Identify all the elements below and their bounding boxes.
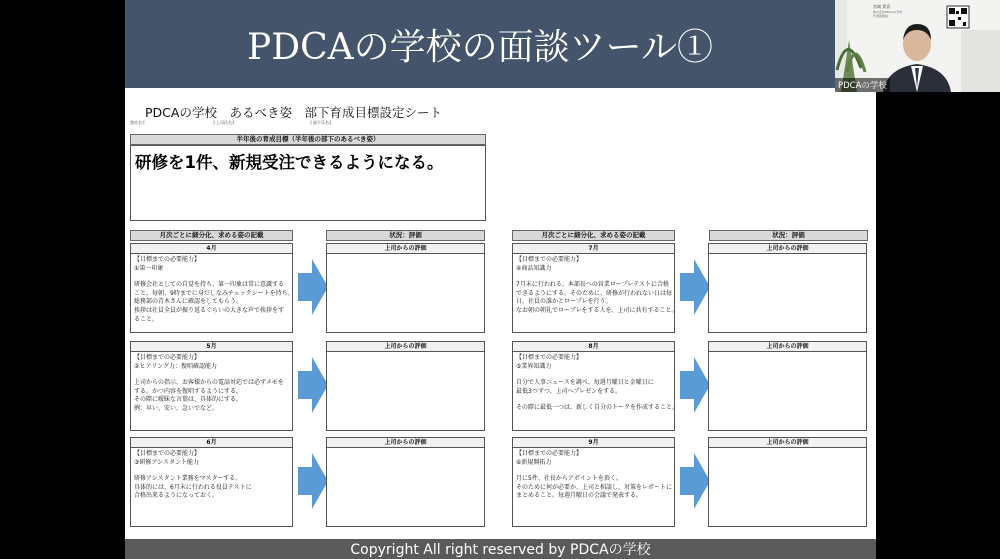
presenter-video (835, 0, 1000, 92)
monthly-header-right: 月次ごとに細分化、求める姿の記載 (512, 230, 675, 241)
month-text-line: ③研修アシスタント能力 (134, 458, 199, 466)
month-label: 9月 (513, 438, 674, 448)
month-label: 6月 (131, 438, 292, 448)
right-arrow-icon (298, 257, 328, 317)
slide (125, 0, 876, 559)
company-name-field: 貴社名:[ (130, 120, 145, 125)
month-text-line: 【目標までの必要能力】 (516, 450, 583, 457)
month-label: 5月 (131, 342, 292, 352)
month-text-line: ①第一印象 (134, 264, 164, 272)
month-box (130, 243, 293, 333)
month-text-line: 研修アシスタント業務をマスターする。 (134, 475, 242, 483)
month-text-line: 【目標までの必要能力】 (134, 450, 201, 457)
month-box (130, 341, 293, 431)
month-text-line: する。かつ内容を復唱するようにする。 (134, 387, 243, 395)
slide-title: PDCAの学校の面談ツール① (125, 0, 835, 88)
participant-name-tag: PDCAの学校 (835, 78, 890, 92)
month-text-line: 具体的には、6月末に行われる役員テストに (134, 483, 252, 491)
month-text-line: 【目標までの必要能力】 (134, 354, 201, 361)
boss-eval-label: 上司からの評価 (327, 244, 484, 254)
month-text-line: 例：早い、安い、急いでなど。 (134, 404, 219, 412)
month-text (513, 352, 679, 415)
month-text-line: 【目標までの必要能力】 (516, 354, 583, 361)
month-text-line (516, 273, 671, 281)
month-text (131, 254, 292, 326)
month-text-line: まとめること。毎週月曜日の会議で発表する。 (516, 492, 643, 500)
month-text-line: 【目標までの必要能力】 (516, 256, 583, 263)
evaluation-box (326, 437, 485, 527)
monthly-header-left: 月次ごとに細分化、求める姿の記載 (130, 230, 293, 241)
month-text-line: 7月末に行われる、本部長への営業ロープレテストに合格 (516, 281, 670, 289)
month-text-line: ⑤業界知識力 (516, 362, 552, 370)
month-text-line: こと。毎朝、9時までに身だしなみチェックシートを持ち、 (134, 289, 294, 297)
evaluation-box (708, 437, 867, 527)
right-arrow-icon (680, 451, 710, 511)
month-text-line: 自分で人事ニュースを調べ、毎週月曜日と金曜日に (516, 379, 654, 387)
month-text-line: 最低3つずつ、上司へプレゼンをする。 (516, 387, 622, 395)
month-text-line: 日、社員の誰かとロープレを行う。 (516, 298, 612, 306)
boss-eval-label: 上司からの評価 (327, 438, 484, 448)
month-text-line: そのために何が必要か、上司と相談し、対策をレポートに (516, 483, 673, 491)
month-box (130, 437, 293, 527)
month-text-line: ⑥新規開拓力 (516, 458, 552, 466)
month-box (512, 243, 678, 333)
month-text-line: 研修会社としての自覚を持ち、第一印象は常に意識する (134, 281, 285, 289)
month-text-line: 月に5件、社長からアポイントを頂く。 (516, 475, 622, 483)
month-text-line: 合格出来るようになっておく。 (134, 492, 218, 500)
month-text-line: 挨拶は社員全員が振り返るぐらいの大きな声で挨拶をす (134, 306, 285, 314)
month-text-line: その際に曖昧な言葉は、具体的にする。 (134, 396, 243, 404)
month-text-line (134, 273, 289, 281)
month-box (512, 437, 675, 527)
month-text (131, 352, 292, 416)
right-arrow-icon (298, 451, 328, 511)
right-arrow-icon (680, 355, 710, 415)
month-text-line (516, 371, 671, 379)
month-text-line: ④商品知識力 (516, 264, 552, 272)
month-label: 8月 (513, 342, 674, 352)
month-text-line: できるようにする。そのために、研修が行われない日は毎 (516, 289, 673, 297)
subordinate-name-field: ] 部下氏名:[ (310, 120, 332, 125)
boss-eval-label: 上司からの評価 (709, 342, 866, 352)
goal-header: 半年後の育成目標（半年後の部下のあるべき姿） (130, 134, 486, 145)
month-text-line: 上司からの指示、お客様からの電話対応では必ずメモを (134, 379, 284, 387)
evaluation-box (326, 243, 485, 333)
month-text-line: なお朝の朝礼でロープレをする人を、上司に共有すること。 (516, 306, 678, 314)
business-card-text: 株式会社PDCAの学校 代表取締役 (873, 10, 903, 18)
month-text (513, 448, 674, 503)
month-text-line (134, 371, 289, 379)
month-text-line (134, 467, 289, 475)
month-text (513, 254, 678, 318)
status-header-right: 状況：評価 (709, 230, 868, 241)
boss-eval-label: 上司からの評価 (327, 342, 484, 352)
month-text-line: ること。 (134, 315, 159, 323)
sheet-title: PDCAの学校 あるべき姿 部下育成目標設定シート (145, 105, 442, 120)
month-text-line: その際に最低一つは、新しく自分のトークを作成すること。 (516, 404, 679, 412)
evaluation-box (326, 341, 485, 431)
boss-name-field: ] 上司氏名:[ (213, 120, 235, 125)
copyright-footer: Copyright All right reserved by PDCAの学校 (125, 539, 876, 559)
business-card-name: 宮城 貴喜 (873, 4, 891, 9)
month-text (131, 448, 292, 503)
evaluation-box (708, 341, 867, 431)
right-arrow-icon (298, 355, 328, 415)
month-text-line (516, 467, 671, 475)
month-label: 4月 (131, 244, 292, 254)
month-box (512, 341, 679, 431)
right-arrow-icon (680, 257, 710, 317)
month-text-line: 【目標までの必要能力】 (134, 256, 201, 263)
status-header-left: 状況：評価 (326, 230, 485, 241)
boss-eval-label: 上司からの評価 (709, 438, 866, 448)
month-text-line: ②ヒアリング力：復唱確認能力 (134, 362, 218, 370)
evaluation-box (708, 243, 867, 333)
month-label: 7月 (513, 244, 674, 254)
month-text-line: 総務部の青木さんに確認をしてもらう。 (134, 298, 243, 306)
boss-eval-label: 上司からの評価 (709, 244, 866, 254)
goal-text: 研修を1件、新規受注できるようになる。 (130, 145, 486, 221)
